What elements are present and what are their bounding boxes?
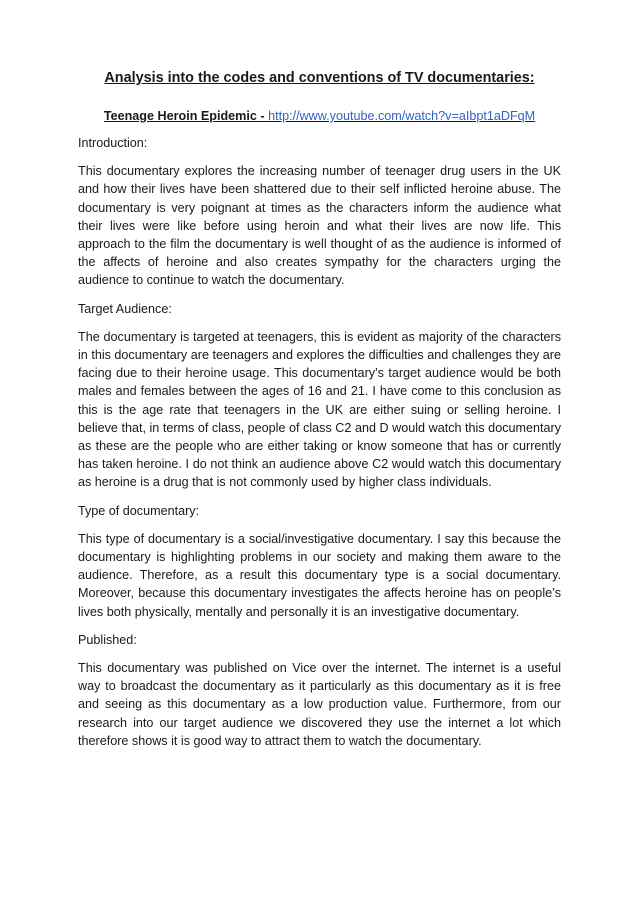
section-introduction [78, 134, 561, 290]
section-type-of-documentary [78, 502, 561, 621]
video-title: Teenage Heroin Epidemic - [103, 109, 269, 123]
section-paragraph: This documentary was published on Vice over the internet. The internet is a useful way to broadcast the documentary as it particularly as this documentary as it is free and seeing as this documentary as a low production value. Furthermore, from our research into our target audience we discovered they use the internet a lot which therefore shows it is good way to attract them to watch the documentary. [78, 661, 561, 748]
section-heading: Target Audience: [78, 301, 172, 316]
video-reference [78, 109, 561, 123]
document-title: Analysis into the codes and conventions of TV documentaries: [104, 70, 535, 86]
document-body [78, 134, 561, 760]
section-paragraph: This documentary explores the increasing number of teenager drug users in the UK and how their lives have been shattered due to their self inflicted heroine abuse. The documentary is very poignant at times as the characters inform the audience what their lives were like before using heroin and what their lives are now life. This approach to the film the documentary is well thought of as the audience is informed of the affects of heroine and also creates sympathy for the characters urging the audience to continue to watch the documentary. [78, 164, 561, 288]
section-target-audience [78, 300, 561, 492]
section-paragraph: The documentary is targeted at teenagers, this is evident as majority of the characters in this documentary are teenagers and explores the difficulties and challenges they are facing due to their heroine usage. This documentary’s target audience would be both males and females between the ages of 16 and 21. I have come to this conclusion as this is the age rate that teenagers in the UK are either suing or selling heroine. I believe that, in terms of class, people of class C2 and D would watch this documentary as these are the people who are either taking or know someone that has or currently has taken heroine. I do not think an audience above C2 would watch this documentary as heroine is a drug that is not commonly used by higher class individuals. [78, 329, 561, 490]
section-heading: Published: [78, 632, 137, 647]
section-paragraph: This type of documentary is a social/investigative documentary. I say this because the documentary is highlighting problems in our society and making them aware to the audience. Therefore, as a result this documentary type is a social documentary. Moreover, because this documentary investigates the affects heroine has on people’s lives both physically, mentally and personally it is an investigative documentary. [78, 531, 561, 619]
section-published [78, 631, 561, 750]
section-heading: Introduction: [78, 136, 148, 150]
section-heading: Type of documentary: [78, 503, 200, 518]
video-link[interactable]: http://www.youtube.com/watch?v=aIbpt1aDFqM [268, 109, 536, 123]
